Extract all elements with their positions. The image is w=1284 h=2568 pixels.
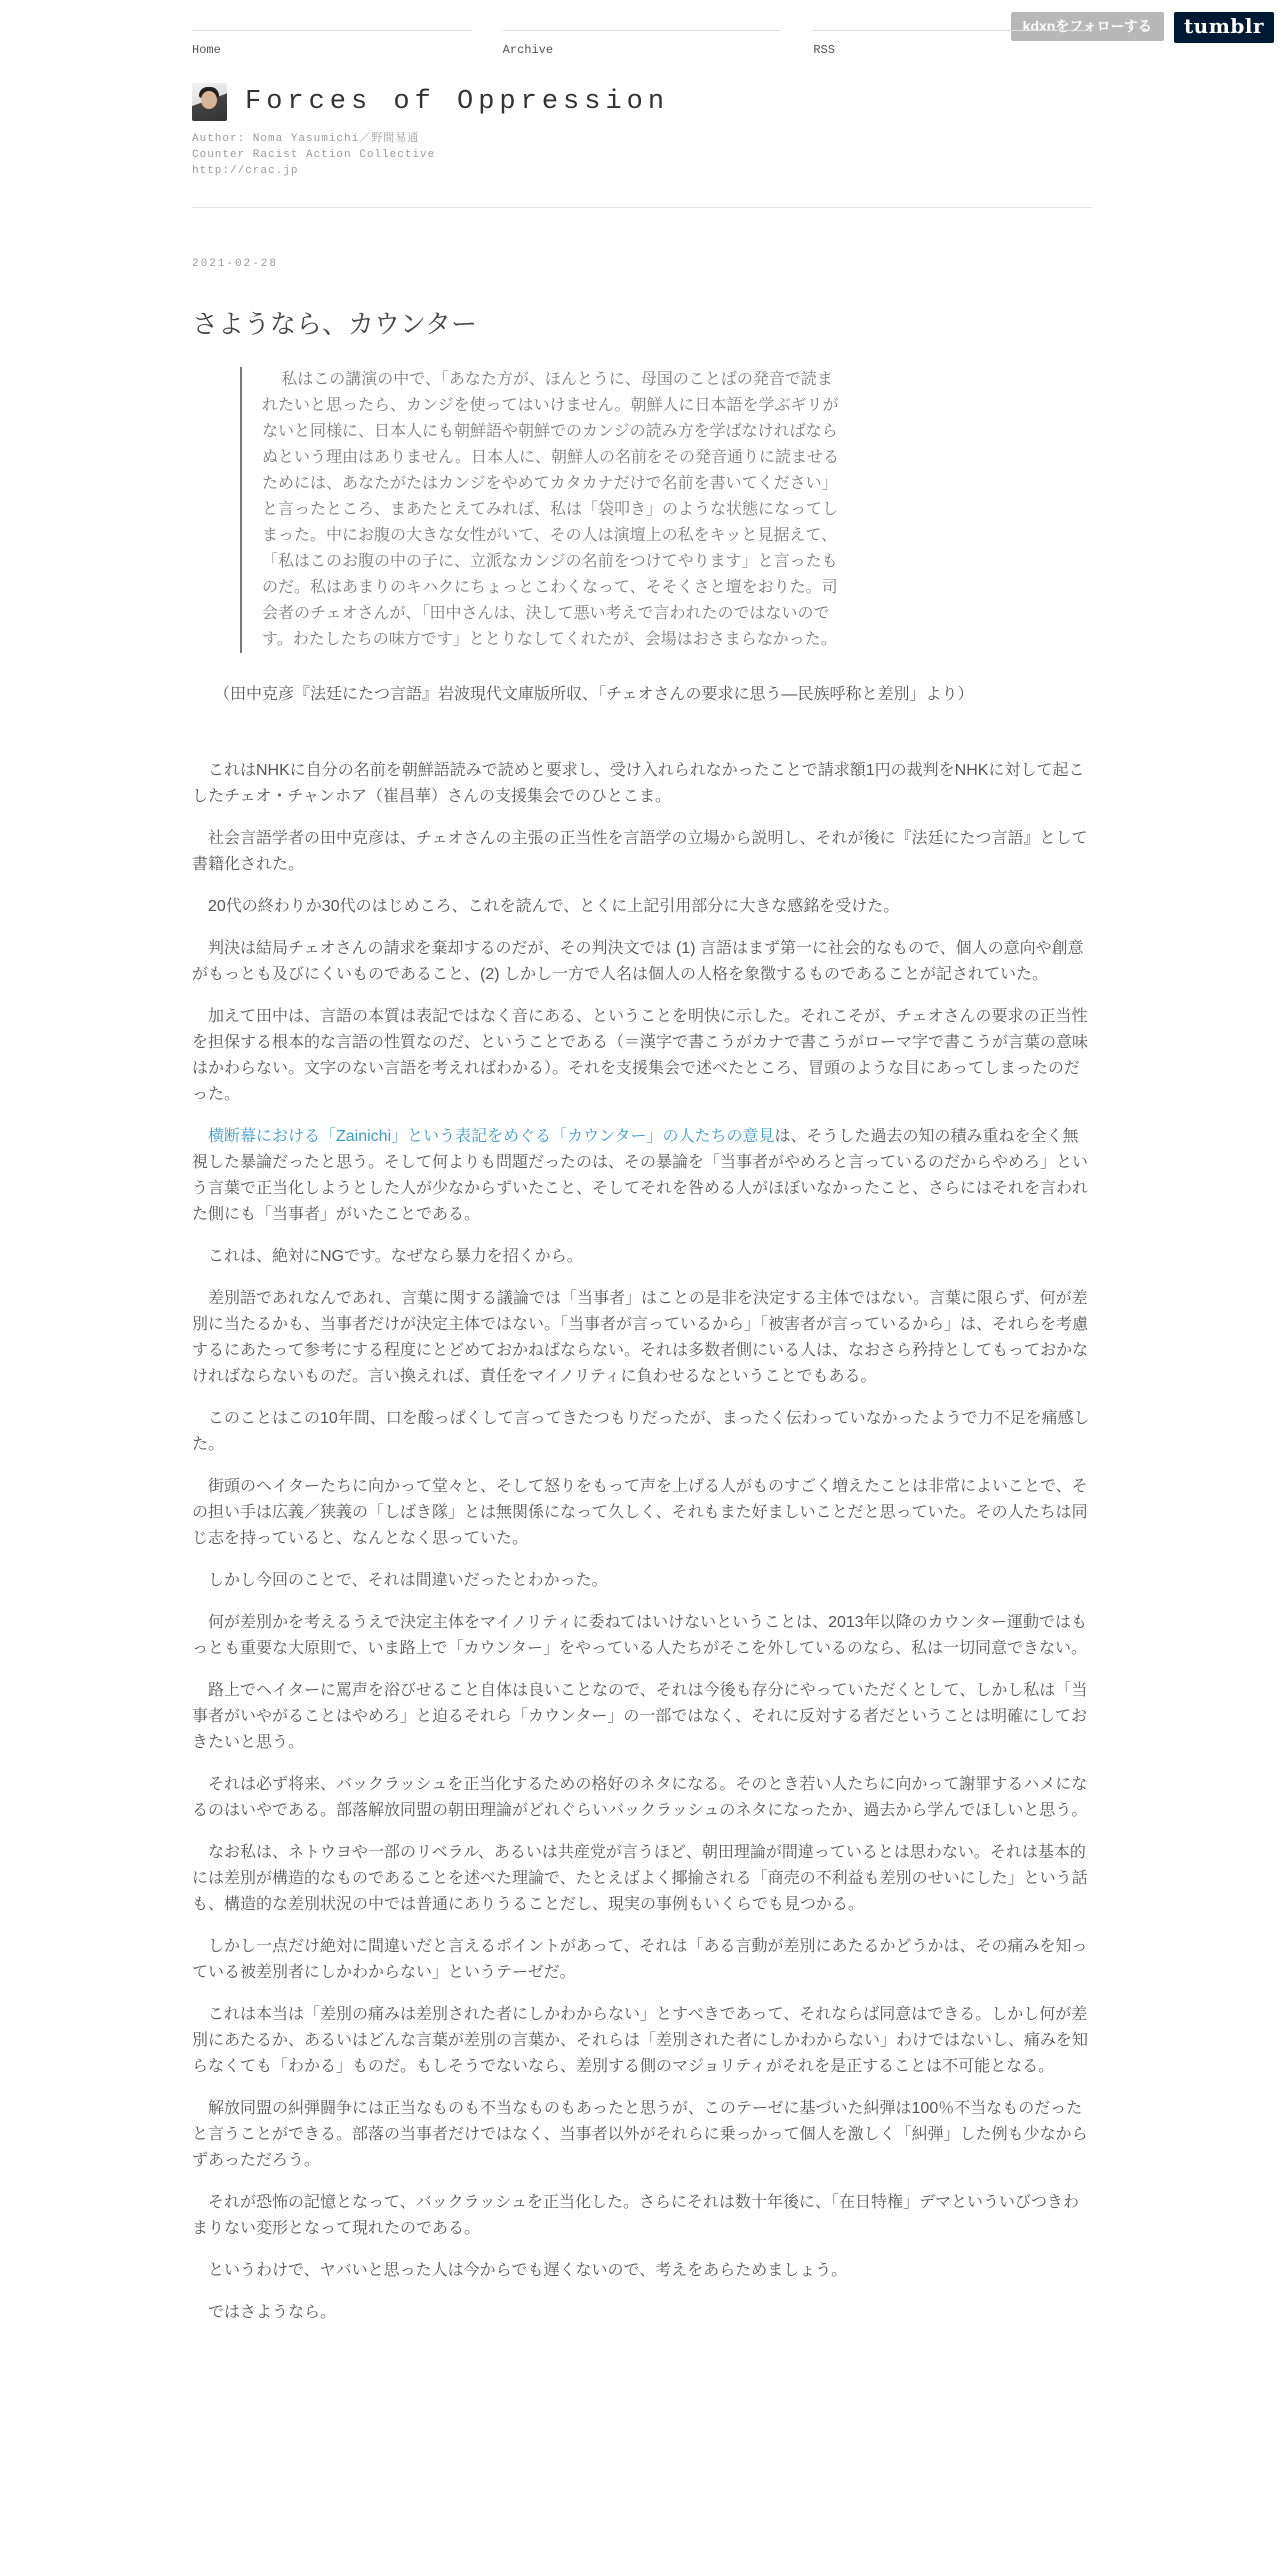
- post-body: [192, 758, 1092, 2326]
- nav-rss[interactable]: RSS: [813, 30, 1092, 57]
- post-paragraph: このことはこの10年間、口を酸っぱくして言ってきたつもりだったが、まったく伝わっていなかったようで力不足を痛感した。: [192, 1410, 1090, 1453]
- post-paragraph: 何が差別かを考えるうえで決定主体をマイノリティに委ねてはいけないということは、2013年以降のカウンター運動ではもっとも重要な大原則で、いま路上で「カウンター」をやっている人たちがそこを外しているのなら、私は一切同意できない。: [192, 1614, 1088, 1657]
- author-name: Author: Noma Yasumichi／野間易通: [192, 133, 420, 145]
- post-paragraph: これは、絶対にNGです。なぜなら暴力を招くから。: [208, 1248, 583, 1265]
- page-container: [192, 0, 1092, 2342]
- post-paragraph: というわけで、ヤバいと思った人は今からでも遅くないので、考えをあらためましょう。: [208, 2262, 848, 2279]
- quote-source: （田中克彦『法廷にたつ言語』岩波現代文庫版所収、「チェオさんの要求に思う―民族呼称と差別」より）: [214, 686, 974, 703]
- post-date[interactable]: 2021-02-28: [192, 258, 279, 270]
- tumblr-logo-button[interactable]: tumblr: [1174, 12, 1274, 43]
- post-paragraph: 差別語であれなんであれ、言葉に関する議論では「当事者」はことの是非を決定する主体ではない。言葉に限らず、何が差別に当たるかも、当事者だけが決定主体ではない。「当事者が言っているから」「被害者が言っているから」は、それらを考慮するにあたって参考にする程度にとどめておかねばならない。それは多数者側にいる人は、なおさら矜持としてもっておかなければならないものだ。言い換えれば、責任をマイノリティに負わせるなということでもある。: [192, 1290, 1089, 1385]
- post-paragraph: これは本当は「差別の痛みは差別された者にしかわからない」とすべきであって、それならば同意はできる。しかし何が差別にあたるか、あるいはどんな言葉が差別の言葉か、それらは「差別された者にしかわからない」わけではないし、痛みを知らなくても「わかる」ものだ。もしそうでないなら、差別する側のマジョリティがそれを是正することは不可能となる。: [192, 2006, 1089, 2075]
- avatar[interactable]: [192, 83, 227, 121]
- post-paragraph: それは必ず将来、バックラッシュを正当化するための格好のネタになる。そのとき若い人たちに向かって謝罪するハメになるのはいやである。部落解放同盟の朝田理論がどれぐらいバックラッシュのネタになったか、過去から学んでほしいと思う。: [192, 1776, 1088, 1819]
- post-paragraph: 20代の終わりか30代のはじめころ、これを読んで、とくに上記引用部分に大きな感銘を受けた。: [208, 898, 900, 915]
- post-paragraph: 街頭のヘイターたちに向かって堂々と、そして怒りをもって声を上げる人がものすごく増えたことは非常によいことで、その担い手は広義／狭義の「しばき隊」とは無関係になって久しく、それもまた好ましいことだと思っていた。その人たちは同じ志を持っていると、なんとなく思っていた。: [192, 1478, 1088, 1547]
- post-quote: [240, 367, 912, 653]
- author-url[interactable]: http://crac.jp: [192, 165, 299, 177]
- post-paragraph: 判決は結局チェオさんの請求を棄却するのだが、その判決文では (1) 言語はまず第一に社会的なもので、個人の意向や創意がもっとも及びにくいものであること、(2) しかし一方で人名は個人の人格を象徴するものであることが記されていた。: [192, 940, 1084, 983]
- post-paragraph: 解放同盟の糾弾闘争には正当なものも不当なものもあったと思うが、このテーゼに基づいた糾弾は100％不当なものだったと言うことができる。部落の当事者だけではなく、当事者以外がそれらに乗っかって個人を激しく「糾弾」した例も少なからずあっただろう。: [192, 2100, 1088, 2169]
- post-paragraph: 路上でヘイターに罵声を浴びせること自体は良いことなので、それは今後も存分にやっていただくとして、しかし私は「当事者がいやがることはやめろ」と迫るそれら「カウンター」の一部ではなく、それに反対する者だということは明確にしておきたいと思う。: [192, 1682, 1088, 1751]
- main-nav: [192, 30, 1092, 57]
- post-paragraph: ではさようなら。: [208, 2304, 337, 2321]
- post-paragraph: これはNHKに自分の名前を朝鮮語読みで読めと要求し、受け入れられなかったことで請求額1円の裁判をNHKに対して起こしたチェオ・チャンホア（崔昌華）さんの支援集会でのひとこま。: [192, 762, 1085, 805]
- post-paragraph: 加えて田中は、言語の本質は表記ではなく音にある、ということを明快に示した。それこそが、チェオさんの要求の正当性を担保する根本的な言語の性質なのだ、ということである（＝漢字で書こうがカナで書こうがローマ字で書こうが言葉の意味はかわらない。文字のない言語を考えればわかる）。それを支援集会で述べたところ、冒頭のような目にあってしまったのだった。: [192, 1008, 1089, 1103]
- author-info: [192, 131, 1092, 179]
- link-paragraph-text: は、そうした過去の知の積み重ねを全く無視した暴論だったと思う。そして何よりも問題だったのは、その暴論を「当事者がやめろと言っているのだからやめろ」という言葉で正当化しようとした人が少なからずいたこと、そしてそれを咎める人がほぼいなかったこと、さらにはそれを言われた側にも「当事者」がいたことである。: [192, 1128, 1089, 1223]
- post-paragraph: なお私は、ネトウヨや一部のリベラル、あるいは共産党が言うほど、朝田理論が間違っているとは思わない。それは基本的には差別が構造的なものであることを述べた理論で、たとえばよく揶揄される「商売の不利益も差別のせいにした」という話も、構造的な差別状況の中では普通にありうることだし、現実の事例もいくらでも見つかる。: [192, 1844, 1088, 1913]
- blog-title[interactable]: Forces of Oppression: [245, 87, 670, 117]
- author-org: Counter Racist Action Collective: [192, 149, 436, 161]
- blog-header: [192, 83, 1092, 121]
- post-paragraph: それが恐怖の記憶となって、バックラッシュを正当化した。さらにそれは数十年後に、「在日特権」デマといういびつきわまりない変形となって現れたのである。: [192, 2194, 1080, 2237]
- nav-archive[interactable]: Archive: [503, 30, 782, 57]
- header-divider: [192, 207, 1092, 208]
- post-paragraph: しかし一点だけ絶対に間違いだと言えるポイントがあって、それは「ある言動が差別にあたるかどうかは、その痛みを知っている被差別者にしかわからない」というテーゼだ。: [192, 1938, 1088, 1981]
- nav-home[interactable]: Home: [192, 30, 471, 57]
- follow-button[interactable]: kdxnをフォローする: [1011, 12, 1164, 41]
- post-paragraph: しかし今回のことで、それは間違いだったとわかった。: [208, 1572, 608, 1589]
- post-paragraph: 社会言語学者の田中克彦は、チェオさんの主張の正当性を言語学の立場から説明し、それが後に『法廷にたつ言語』として書籍化された。: [192, 830, 1088, 873]
- post-title: さようなら、カウンター: [192, 309, 477, 339]
- post-paragraph-link: [192, 1124, 1092, 1228]
- quote-text: 私はこの講演の中で、「あなた方が、ほんとうに、母国のことばの発音で読まれたいと思ったら、カンジを使ってはいけません。朝鮮人に日本語を学ぶギリがないと同様に、日本人にも朝鮮語や朝鮮でのカンジの読み方を学ばなければならぬという理由はありません。日本人に、朝鮮人の名前をその発音通りに読ませるためには、あなたがたはカンジをやめてカタカナだけで名前を書いてください」と言ったところ、まあたとえてみれば、私は「袋叩き」のような状態になってしまった。中にお腹の大きな女性がいて、その人は演壇上の私をキッと見据えて、「私はこのお腹の中の子に、立派なカンジの名前をつけてやります」と言ったものだ。私はあまりのキハクにちょっとこわくなって、そそくさと壇をおりた。司会者のチェオさんが、「田中さんは、決して悪い考えで言われたのではないのです。わたしたちの味方です」ととりなしてくれたが、会場はおさまらなかった。: [262, 371, 839, 648]
- zainichi-article-link[interactable]: 横断幕における「Zainichi」という表記をめぐる「カウンター」の人たちの意見: [208, 1128, 775, 1145]
